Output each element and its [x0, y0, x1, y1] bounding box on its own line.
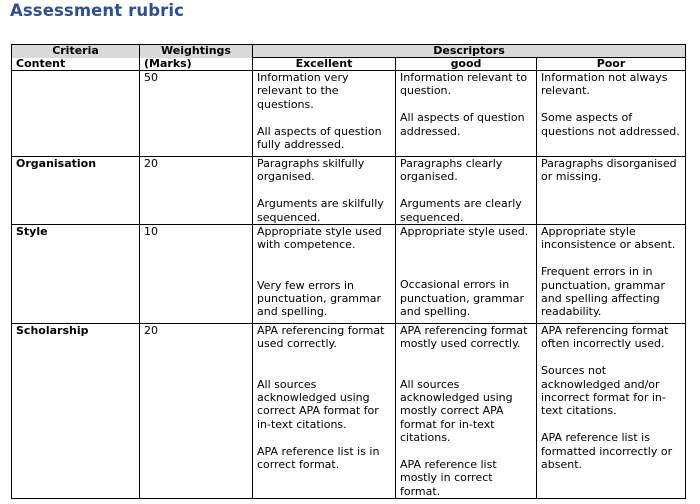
level-excellent-header: Excellent	[253, 58, 396, 71]
criteria-cell: Style	[12, 225, 140, 324]
assessment-rubric-table	[11, 44, 686, 499]
descriptor-text: Arguments are clearly sequenced.	[400, 197, 522, 224]
descriptor-text: All sources acknowledged using correct APA format for in-text citations.	[257, 377, 379, 431]
descriptor-text: APA referencing format mostly used correctly.	[400, 324, 528, 351]
descriptor-text: APA referencing format often incorrectly used.	[541, 324, 669, 351]
descriptor-text: Information not always relevant.	[541, 71, 668, 98]
descriptor-text: Sources not acknowledged and/or incorrect format for in-text citations.	[541, 364, 666, 418]
descriptor-text: APA referencing format used correctly.	[257, 324, 385, 351]
descriptor-text: Appropriate style used.	[400, 225, 529, 239]
table-subheader-row	[12, 58, 686, 71]
descriptor-text: Very few errors in punctuation, grammar and spelling.	[257, 278, 382, 319]
table-row	[12, 157, 686, 225]
descriptor-text: Arguments are skilfully sequenced.	[257, 197, 384, 224]
descriptor-text: Some aspects of questions not addressed.	[541, 111, 680, 138]
weight-cell: 10	[140, 225, 253, 324]
excellent-cell	[253, 324, 396, 499]
descriptor-text: Appropriate style used with competence.	[257, 225, 382, 252]
poor-cell	[537, 324, 686, 499]
descriptor-text: Information relevant to question.	[400, 71, 528, 98]
excellent-cell	[253, 225, 396, 324]
poor-cell	[537, 157, 686, 225]
excellent-cell	[253, 157, 396, 225]
excellent-cell	[253, 71, 396, 157]
level-poor-header: Poor	[537, 58, 686, 71]
good-cell	[396, 324, 537, 499]
descriptor-text: All aspects of question fully addressed.	[257, 124, 382, 152]
table-row	[12, 225, 686, 324]
table-row	[12, 324, 686, 499]
descriptor-text: All sources acknowledged using mostly correct APA format for in-text citations.	[400, 377, 513, 445]
criteria-cell	[12, 71, 140, 157]
table-header-row	[12, 45, 686, 58]
descriptor-text: All aspects of question addressed.	[400, 111, 525, 138]
descriptors-header: Descriptors	[253, 45, 686, 58]
poor-cell	[537, 71, 686, 157]
weight-cell: 20	[140, 157, 253, 225]
good-cell	[396, 71, 537, 157]
page-title: Assessment rubric	[10, 1, 184, 20]
descriptor-text: APA reference list mostly in correct format.	[400, 458, 497, 498]
descriptor-text: Paragraphs skilfully organised.	[257, 157, 365, 184]
descriptor-text: Paragraphs disorganised or missing.	[541, 157, 677, 184]
good-cell	[396, 225, 537, 324]
criteria-cell: Scholarship	[12, 324, 140, 499]
weight-cell: 20	[140, 324, 253, 499]
level-good-header: good	[396, 58, 537, 71]
weight-cell: 50	[140, 71, 253, 157]
poor-cell	[537, 225, 686, 324]
criteria-cell: Organisation	[12, 157, 140, 225]
descriptor-text: Appropriate style inconsistence or absent.	[541, 225, 676, 252]
weightings-header: Weightings	[140, 45, 253, 58]
criteria-header: Criteria	[12, 45, 140, 58]
table-row	[12, 71, 686, 157]
descriptor-text: Frequent errors in in punctuation, grammar and spelling affecting readability.	[541, 265, 666, 319]
descriptor-text: Information very relevant to the questions.	[257, 71, 349, 111]
descriptor-text: Paragraphs clearly organised.	[400, 157, 503, 184]
criteria-first: Content	[12, 58, 140, 71]
descriptor-text: APA reference list is in correct format.	[257, 444, 380, 472]
weightings-unit: (Marks)	[140, 58, 253, 71]
good-cell	[396, 157, 537, 225]
descriptor-text: APA reference list is formatted incorrectly or absent.	[541, 431, 673, 472]
descriptor-text: Occasional errors in punctuation, grammar and spelling.	[400, 278, 525, 319]
